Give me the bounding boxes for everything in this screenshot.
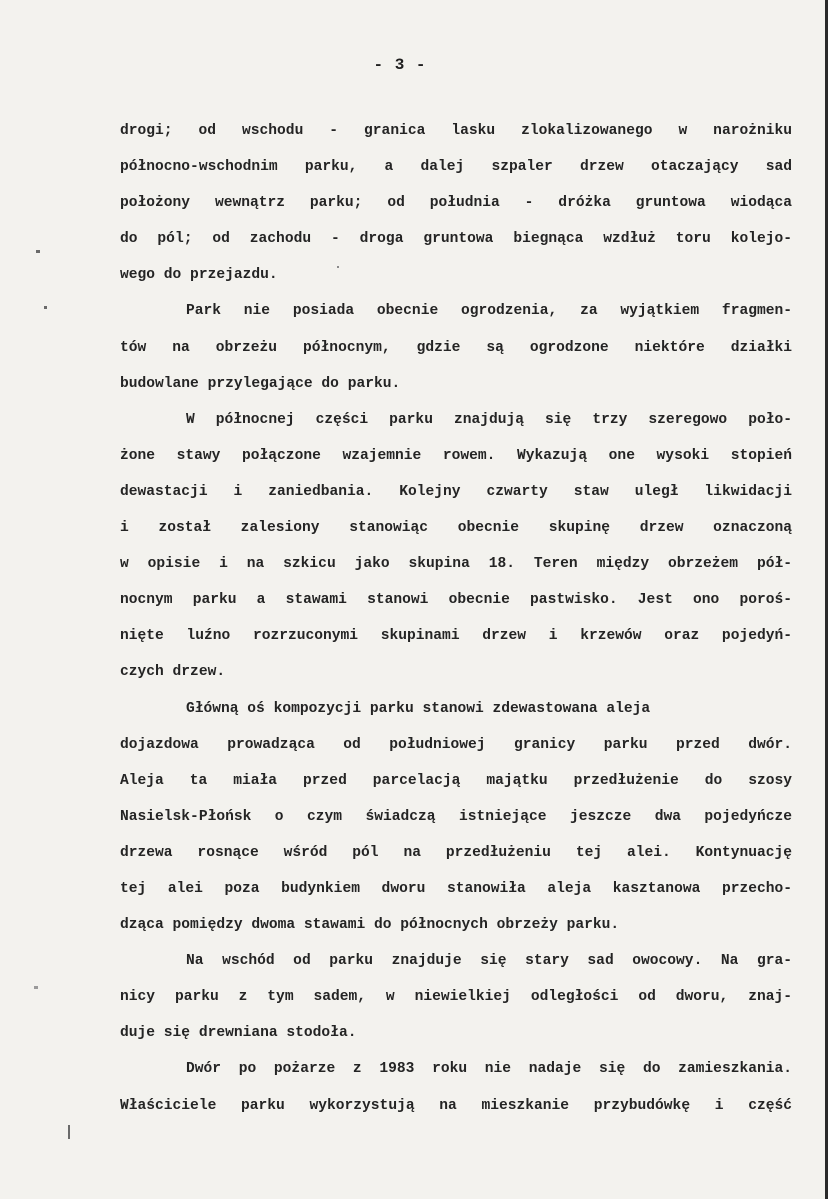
text-line: Właściciele parku wykorzystują na mieszkanie przybudówkę i część: [120, 1097, 792, 1114]
text-line: Nasielsk-Płońsk o czym świadczą istniejące jeszcze dwa pojedyńcze: [120, 808, 792, 825]
text-line: tej alei poza budynkiem dworu stanowiła aleja kasztanowa przecho-: [120, 880, 792, 897]
text-line: wego do przejazdu.: [120, 267, 278, 284]
text-line: nięte luźno rozrzuconymi skupinami drzew i krzewów oraz pojedyń-: [120, 628, 792, 645]
text-line: żone stawy połączone wzajemnie rowem. Wykazują one wysoki stopień: [120, 447, 792, 464]
text-line: dewastacji i zaniedbania. Kolejny czwarty staw uległ likwidacji: [120, 483, 792, 500]
text-line: duje się drewniana stodoła.: [120, 1025, 357, 1042]
text-line: północno-wschodnim parku, a dalej szpaler drzew otaczający sad: [120, 159, 792, 176]
scan-speck: [34, 986, 38, 989]
text-line: czych drzew.: [120, 664, 226, 681]
paragraph-first-line: Na wschód od parku znajduje się stary sad owocowy. Na gra-: [186, 953, 792, 970]
text-line: nocnym parku a stawami stanowi obecnie pastwisko. Jest ono poroś-: [120, 592, 792, 609]
text-line: tów na obrzeżu północnym, gdzie są ogrodzone niektóre działki: [120, 339, 792, 356]
paragraph-first-line: W północnej części parku znajdują się trzy szeregowo poło-: [186, 411, 792, 428]
text-line: położony wewnątrz parku; od południa - dróżka gruntowa wiodąca: [120, 195, 792, 212]
text-line: Aleja ta miała przed parcelacją majątku przedłużenie do szosy: [120, 772, 792, 789]
scan-speck: [337, 266, 339, 268]
text-line: drogi; od wschodu - granica lasku zlokalizowanego w narożniku: [120, 123, 792, 139]
text-line: nicy parku z tym sadem, w niewielkiej odległości od dworu, znaj-: [120, 989, 792, 1006]
page-number: - 3 -: [373, 56, 427, 74]
scan-speck: [36, 250, 40, 253]
text-line: dząca pomiędzy dwoma stawami do północnych obrzeży parku.: [120, 917, 620, 934]
text-line: w opisie i na szkicu jako skupina 18. Teren między obrzeżem pół-: [120, 556, 792, 573]
text-line: dojazdowa prowadząca od południowej granicy parku przed dwór.: [120, 736, 792, 753]
text-line: do pól; od zachodu - droga gruntowa biegnąca wzdłuż toru kolejo-: [120, 231, 792, 248]
text-line: budowlane przylegające do parku.: [120, 375, 401, 392]
body-text: [120, 113, 792, 1124]
text-line: drzewa rosnące wśród pól na przedłużeniu tej alei. Kontynuację: [120, 844, 792, 861]
scan-mark: [68, 1125, 70, 1139]
scan-speck: [44, 306, 47, 309]
paragraph-first-line: Park nie posiada obecnie ogrodzenia, za wyjątkiem fragmen-: [186, 303, 792, 320]
paragraph-first-line: Główną oś kompozycji parku stanowi zdewastowana aleja: [186, 700, 651, 717]
text-line: i został zalesiony stanowiąc obecnie skupinę drzew oznaczoną: [120, 520, 792, 537]
paragraph-first-line: Dwór po pożarze z 1983 roku nie nadaje się do zamieszkania.: [186, 1061, 792, 1078]
